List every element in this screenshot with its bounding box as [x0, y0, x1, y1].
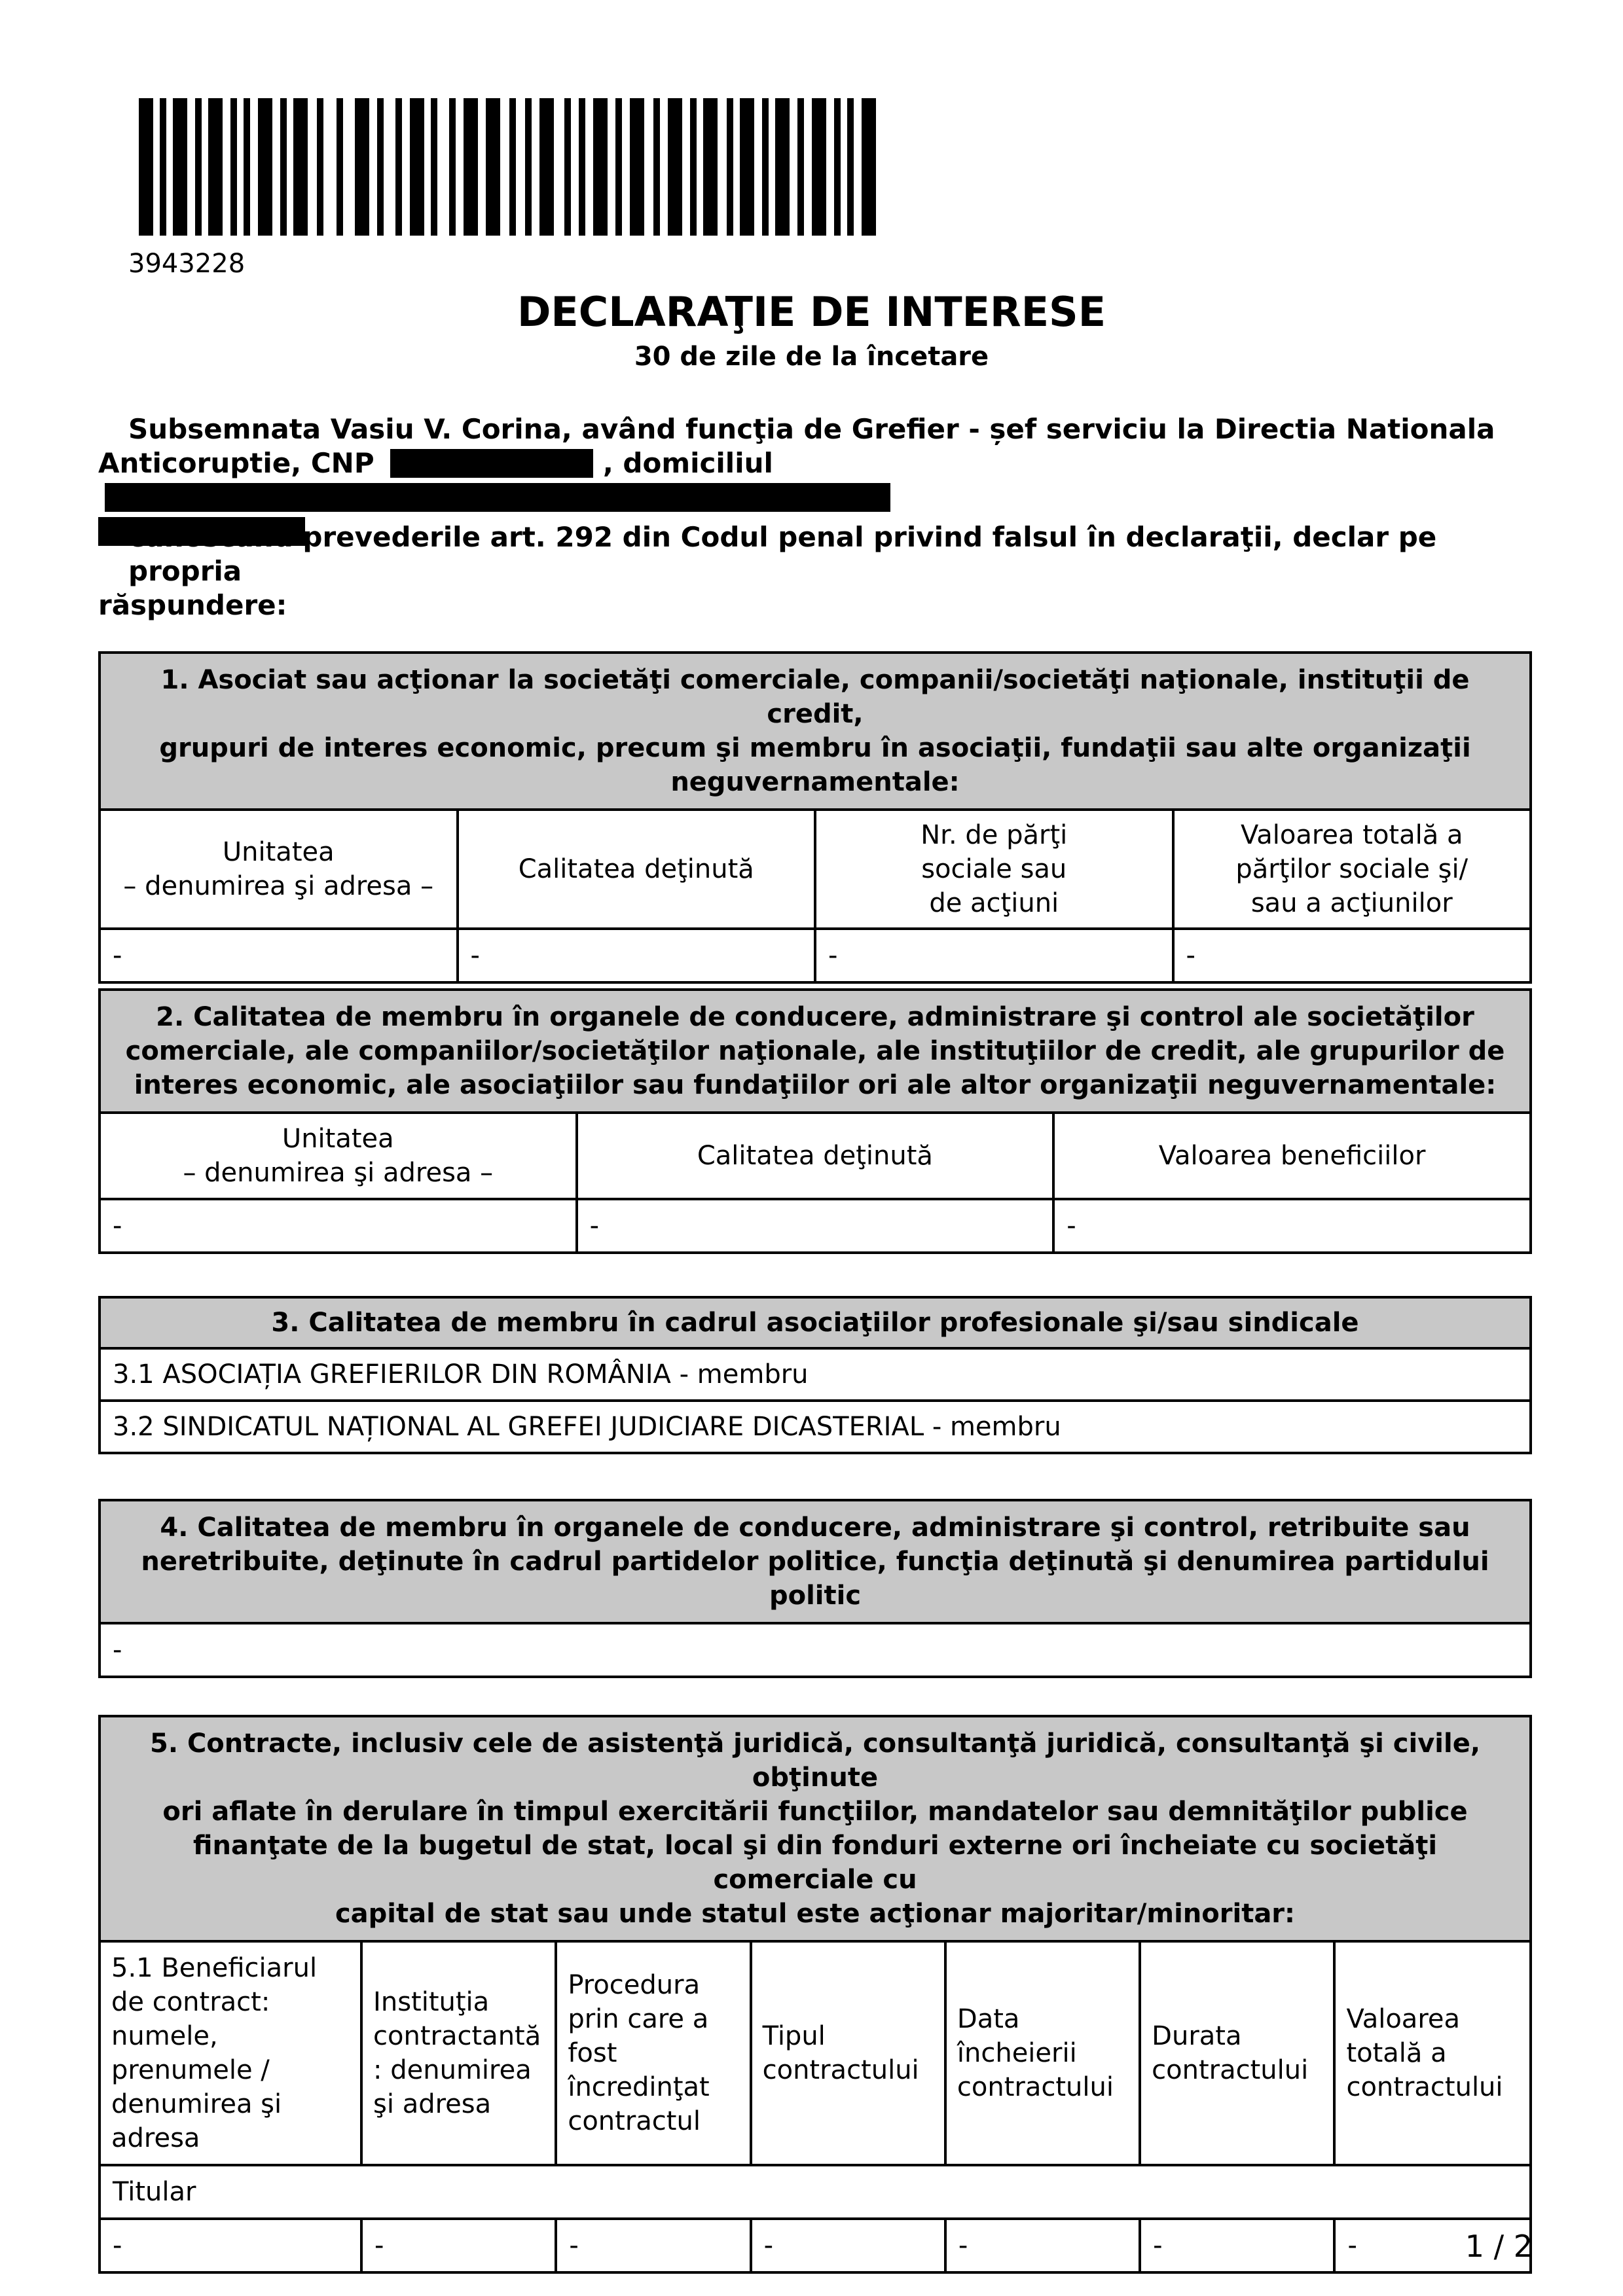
section-5-title: 5. Contracte, inclusiv cele de asistenţă juridică, consultanţă juridică, consultanţă şi civile, obţinute ori aflate în derulare în timpul exercitării funcţiilor, mandatelor sau demnităţilor publice finanţate de la bugetul de stat, local şi din fonduri externe ori încheiate cu societăţi comerciale cu capital de stat sau unde statul este acţionar majoritar/minoritar:: [100, 1716, 1531, 1941]
declaration-line-2: răspundere:: [98, 589, 287, 621]
document-title: DECLARAŢIE DE INTERESE: [517, 288, 1106, 336]
table-cell: -: [100, 929, 458, 982]
domiciliu-label: , domiciliul: [602, 447, 773, 479]
document-number: 3943228: [128, 249, 246, 279]
intro-line-1: Subsemnata Vasiu V. Corina, având funcţia de Grefier - șef serviciu la Directia Nationala: [128, 413, 1495, 445]
table-cell: -: [751, 2219, 945, 2272]
column-header: Tipul contractului: [751, 1941, 945, 2165]
table-cell: -: [100, 1623, 1531, 1677]
column-header: Unitatea – denumirea şi adresa –: [100, 1113, 577, 1199]
redacted-address: [105, 483, 890, 512]
table-cell: -: [556, 2219, 750, 2272]
column-header: Instituţia contractantă : denumirea şi adresa: [361, 1941, 556, 2165]
column-header: Valoarea beneficiilor: [1053, 1113, 1531, 1199]
table-cell: -: [100, 2219, 361, 2272]
column-header: 5.1 Beneficiarul de contract: numele, prenumele / denumirea şi adresa: [100, 1941, 361, 2165]
table-cell: -: [1140, 2219, 1334, 2272]
column-header: Nr. de părţi sociale sau de acţiuni: [815, 810, 1173, 929]
list-item: 3.1 ASOCIAȚIA GREFIERILOR DIN ROMÂNIA - membru: [100, 1348, 1531, 1401]
table-cell: -: [458, 929, 816, 982]
declaration-line-1: cunoscând prevederile art. 292 din Codul penal privind falsul în declaraţii, declar pe propria: [128, 521, 1437, 587]
redacted-cnp: [390, 449, 593, 478]
section-5-table: [98, 1715, 1532, 2274]
column-header: Unitatea – denumirea şi adresa –: [100, 810, 458, 929]
list-item: 3.2 SINDICATUL NAȚIONAL AL GREFEI JUDICIARE DICASTERIAL - membru: [100, 1401, 1531, 1453]
section-1-table: [98, 651, 1532, 984]
intro-line-2: [98, 446, 1532, 514]
column-header: Calitatea deţinută: [577, 1113, 1054, 1199]
section-3-table: [98, 1296, 1532, 1454]
section-2-title: 2. Calitatea de membru în organele de conducere, administrare şi control ale societăţilor comerciale, ale companiilor/societăţilor naţionale, ale instituţiilor de credit, ale grupurilor de interes economic, ale asociaţiilor sau fundaţiilor ori ale altor organizaţii neguvernamentale:: [100, 990, 1531, 1113]
table-cell: -: [577, 1199, 1054, 1253]
table-cell: -: [1173, 929, 1531, 982]
section-1-title: 1. Asociat sau acţionar la societăţi comerciale, companii/societăţi naţionale, instituţii de credit, grupuri de interes economic, precum şi membru în asociaţii, fundaţii sau alte organizaţii neguvernamentale:: [100, 653, 1531, 810]
table-cell: -: [1334, 2219, 1531, 2272]
table-cell: -: [815, 929, 1173, 982]
table-cell: -: [1053, 1199, 1531, 1253]
table-cell: -: [361, 2219, 556, 2272]
declaration-statement: [98, 520, 1532, 622]
column-header: Valoarea totală a părţilor sociale şi/ sau a acţiunilor: [1173, 810, 1531, 929]
table-cell: -: [945, 2219, 1140, 2272]
column-header: Procedura prin care a fost încredinţat contractul: [556, 1941, 750, 2165]
column-header: Data încheierii contractului: [945, 1941, 1140, 2165]
column-header: Calitatea deţinută: [458, 810, 816, 929]
document-subtitle: 30 de zile de la încetare: [634, 342, 989, 372]
section-4-title: 4. Calitatea de membru în organele de conducere, administrare şi control, retribuite sau neretribuite, deţinute în cadrul partidelor politice, funcţia deţinută şi denumirea partidului politic: [100, 1500, 1531, 1623]
column-header: Durata contractului: [1140, 1941, 1334, 2165]
section-3-title: 3. Calitatea de membru în cadrul asociaţiilor profesionale şi/sau sindicale: [100, 1297, 1531, 1348]
page-number: 1 / 2: [1465, 2229, 1533, 2264]
titular-row: Titular: [100, 2165, 1531, 2219]
cnp-label: Anticoruptie, CNP: [98, 447, 374, 479]
section-4-table: [98, 1499, 1532, 1678]
table-cell: -: [100, 1199, 577, 1253]
column-header: Valoarea totală a contractului: [1334, 1941, 1531, 2165]
barcode: [139, 98, 879, 236]
section-2-table: [98, 988, 1532, 1254]
